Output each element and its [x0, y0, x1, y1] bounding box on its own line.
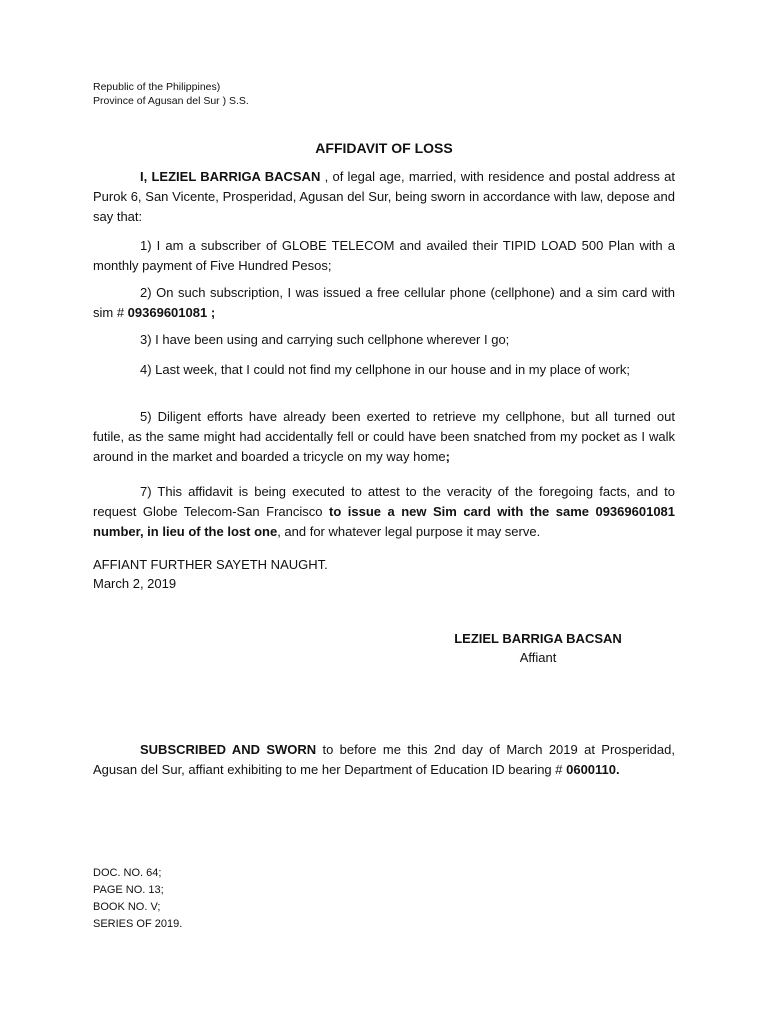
header-province: Province of Agusan del Sur ) S.S.: [93, 95, 249, 107]
book-number: BOOK NO. V;: [93, 901, 161, 913]
affiant-name: LEZIEL BARRIGA BACSAN: [151, 169, 321, 184]
jurat-text: to before me this 2nd day of March 2019 at Prosperidad, Agusan del Sur, affiant exhibiting to me her Department of Education ID bearing #: [93, 742, 675, 777]
series-year: SERIES OF 2019.: [93, 918, 183, 930]
item-7-end: , and for whatever legal purpose it may serve.: [277, 524, 541, 539]
intro-paragraph: [93, 167, 675, 227]
header-republic: Republic of the Philippines): [93, 81, 221, 93]
intro-rest: , of legal age, married, with residence and postal address at Purok 6, San Vicente, Prosperidad, Agusan del Sur, being sworn in accordance with law, depose and say that:: [93, 169, 676, 224]
document-title: AFFIDAVIT OF LOSS: [315, 140, 453, 156]
sim-number: 09369601081 ;: [127, 305, 216, 320]
jurat-heading: SUBSCRIBED AND SWORN: [140, 742, 317, 757]
item-7-request: to issue a new Sim card with the same 09369601081 number, in lieu of the lost one: [93, 504, 676, 539]
jurat-paragraph: [93, 740, 675, 780]
item-3: 3) I have been using and carrying such cellphone wherever I go;: [140, 332, 510, 347]
page-number: PAGE NO. 13;: [93, 884, 164, 896]
item-7-text: 7) This affidavit is being executed to attest to the veracity of the foregoing facts, and to request Globe Telecom-San Francisco: [93, 484, 675, 519]
item-7: [93, 482, 675, 542]
signature-name: LEZIEL BARRIGA BACSAN: [454, 631, 622, 646]
item-2: [93, 283, 675, 323]
item-5-text: 5) Diligent efforts have already been exerted to retrieve my cellphone, but all turned out futile, as the same might had accidentally fell or could have been snatched from my pocket as I walk around in the market and boarded a tricycle on my way home: [93, 409, 675, 464]
doc-number: DOC. NO. 64;: [93, 867, 162, 879]
item-2-text: 2) On such subscription, I was issued a free cellular phone (cellphone) and a sim card with sim #: [93, 285, 675, 320]
affidavit-date: March 2, 2019: [93, 576, 177, 591]
item-5: [93, 407, 675, 467]
affiant-further: AFFIANT FURTHER SAYETH NAUGHT.: [93, 557, 328, 572]
item-1: 1) I am a subscriber of GLOBE TELECOM and availed their TIPID LOAD 500 Plan with a monthly payment of Five Hundred Pesos;: [93, 238, 675, 273]
intro-prefix: I,: [140, 169, 152, 184]
item-5-end: ;: [445, 449, 450, 464]
id-number: 0600110.: [566, 762, 620, 777]
signature-role: Affiant: [519, 650, 557, 665]
item-4: 4) Last week, that I could not find my cellphone in our house and in my place of work;: [140, 362, 630, 377]
